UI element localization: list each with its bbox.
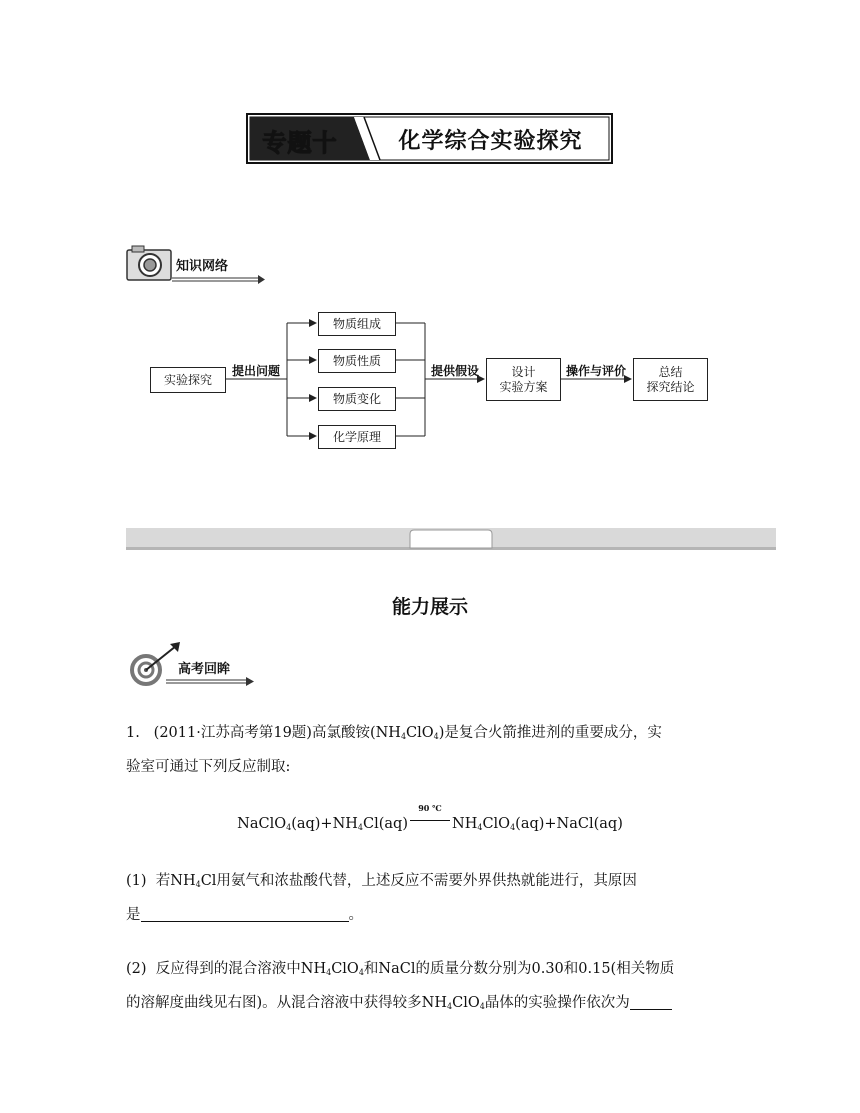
part-text: ClO (331, 961, 359, 977)
flowchart-connectors (150, 308, 710, 450)
flow-branch-label: 物质变化 (332, 391, 381, 406)
flow-branch-label: 化学原理 (332, 429, 381, 444)
flow-design-line2: 实验方案 (499, 379, 548, 394)
flow-branch-composition (318, 312, 396, 336)
flow-branch-properties (318, 349, 396, 373)
subscript: 4 (447, 1002, 453, 1011)
part-text: Cl用氨气和浓盐酸代替，上述反应不需要外界供热就能进行，其原因 (200, 873, 637, 889)
part-label: (2) (126, 961, 147, 977)
question-text: )是复合火箭推进剂的重要成分，实 (438, 725, 662, 741)
subscript: 4 (358, 968, 364, 977)
answer-blank[interactable] (630, 993, 672, 1010)
flow-conclusion-line2: 探究结论 (646, 379, 695, 394)
flow-design-box (486, 358, 561, 401)
banner-topic-title: 化学综合实验探究 (398, 129, 583, 154)
subscript: 4 (510, 823, 516, 832)
part-text-line2: 的溶解度曲线见右图)。从混合溶液中获得较多NH (126, 995, 447, 1011)
reaction-condition-arrow (410, 803, 450, 830)
question-part-2 (126, 954, 746, 1022)
flow-branch-change (318, 387, 396, 411)
equation-part: (aq)+NH (291, 816, 358, 832)
title-banner (246, 113, 613, 164)
equation-part: NaClO (237, 816, 287, 832)
question-text: 高氯酸铵(NH (311, 725, 401, 741)
flow-design-line1: 设计 (511, 364, 536, 379)
knowledge-network-label: 知识网络 (176, 259, 229, 274)
question-text: ClO (406, 725, 434, 741)
flow-branch-principle (318, 425, 396, 449)
equation-part: NH (452, 816, 478, 832)
equation-part: ClO (482, 816, 511, 832)
gaokao-review-header (126, 640, 256, 686)
subscript: 4 (286, 823, 292, 832)
subscript: 4 (326, 968, 332, 977)
part-text-line2: ClO (452, 995, 480, 1011)
banner-topic-number: 专题十 (262, 129, 338, 157)
section-divider (126, 528, 776, 550)
question-1 (126, 718, 746, 782)
subscript: 4 (477, 823, 483, 832)
flow-label-evaluation: 操作与评价 (566, 364, 627, 378)
reaction-condition: 90 ℃ (418, 803, 442, 813)
flowchart (150, 308, 710, 450)
part-text-line2: 是 (126, 907, 141, 923)
part-label: (1) (126, 873, 147, 889)
part-text-line2: 晶体的实验操作依次为 (484, 995, 630, 1011)
flow-conclusion-line1: 总结 (658, 364, 683, 379)
flow-label-raise-question: 提出问题 (232, 364, 281, 378)
flow-label-hypothesis: 提供假设 (431, 364, 480, 378)
subscript: 4 (479, 1002, 485, 1011)
answer-blank[interactable] (141, 905, 349, 922)
flow-conclusion-box (633, 358, 708, 401)
question-text-line2: 验室可通过下列反应制取: (126, 759, 291, 775)
divider-graphic (126, 528, 776, 550)
part-text: 反应得到的混合溶液中NH (155, 961, 327, 977)
equation-part: (aq)+NaCl(aq) (515, 816, 623, 832)
subscript: 4 (400, 732, 407, 741)
equation-part: Cl(aq) (363, 816, 408, 832)
subscript: 4 (195, 880, 201, 889)
flow-start-label: 实验探究 (163, 372, 212, 387)
flow-branch-label: 物质性质 (332, 353, 381, 368)
question-number: 1. (126, 725, 140, 741)
subscript: 4 (357, 823, 364, 832)
section-heading: 能力展示 (391, 596, 468, 618)
part-text: 和NaCl的质量分数分别为0.30和0.15(相关物质 (363, 961, 675, 977)
gaokao-review-label: 高考回眸 (178, 662, 231, 677)
part-text: 若NH (155, 873, 196, 889)
question-source: (2011·江苏高考第19题) (153, 725, 312, 741)
question-part-1 (126, 866, 746, 930)
subscript: 4 (433, 732, 439, 741)
part-end: 。 (348, 907, 363, 923)
reaction-equation (0, 803, 860, 832)
flow-start-box (150, 367, 226, 393)
knowledge-network-header (126, 244, 266, 284)
flow-branch-label: 物质组成 (332, 316, 381, 331)
